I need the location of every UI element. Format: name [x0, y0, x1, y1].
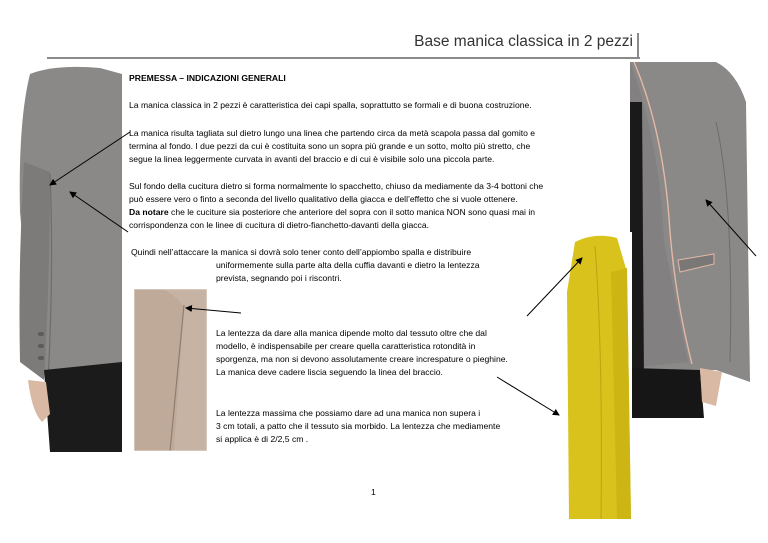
paragraph-cut-line-2: termina al fondo. I due pezzi da cui è costituita sono un sopra più grande e un sotto, molto più stretto, che [129, 141, 531, 151]
paragraph-ease-line-2: modello, è indispensabile per creare quella caratteristica rotondità in [216, 341, 476, 351]
paragraph-ease-line-4: La manica deve cadere liscia seguendo la linea del braccio. [216, 367, 443, 377]
document-title: Base manica classica in 2 pezzi [414, 33, 633, 50]
paragraph-attach-line-2: uniformemente sulla parte alta della cuffia davanti e dietro la lentezza [216, 260, 480, 270]
page-number: 1 [371, 487, 376, 497]
paragraph-cut-line-1: La manica risulta tagliata sul dietro lungo una linea che partendo circa da metà scapola passa dal gomito e [129, 128, 536, 138]
paragraph-max-ease-line-3: si applica è di 2/2,5 cm . [216, 434, 309, 444]
arrow-to-yellow-shoulder [527, 258, 582, 316]
paragraph-vent-line-1: Sul fondo della cucitura dietro si forma normalmente lo spacchetto, chiuso da mediamente da 3-4 bottoni che [129, 181, 544, 191]
paragraph-attach-line-3: prevista, segnando poi i riscontri. [216, 273, 342, 283]
paragraph-max-ease-line-1: La lentezza massima che possiamo dare ad una manica non supera i [216, 408, 481, 418]
note-text: che le cuciture sia posteriore che anteriore del sopra con il sotto manica NON sono quasi mai in [168, 207, 536, 217]
section-heading: PREMESSA – INDICAZIONI GENERALI [129, 73, 286, 83]
arrow-to-vent [70, 192, 128, 232]
arrow-to-back-seam [50, 132, 130, 185]
paragraph-vent-line-4: corrispondenza con le linee di cucitura di dietro-fianchetto-davanti della giacca. [129, 220, 430, 230]
paragraph-attach-line-1: Quindi nell’attaccare la manica si dovrà solo tener conto dell’appiombo spalla e distribuire [131, 247, 472, 257]
note-emphasis: Da notare [129, 207, 169, 217]
paragraph-max-ease-line-2: 3 cm totali, a patto che il tessuto sia morbido. La lentezza che mediamente [216, 421, 501, 431]
paragraph-ease-line-3: sporgenza, ma non si devono assolutamente creare increspature o pieghine. [216, 354, 508, 364]
paragraph-ease-line-1: La lentezza da dare alla manica dipende molto dal tessuto oltre che dal [216, 328, 487, 338]
arrow-to-yellow-sleeve [497, 377, 559, 415]
paragraph-vent-line-2: può essere vero o finto a seconda del livello qualitativo della giacca e dell’effetto che si vuole ottenere. [129, 194, 518, 204]
arrow-to-shoulder [186, 308, 241, 313]
paragraph-intro: La manica classica in 2 pezzi è caratteristica dei capi spalla, soprattutto se formali e di buona costruzione. [129, 100, 532, 110]
paragraph-cut-line-3: segue la linea leggermente curvata in avanti del braccio e di cui è visibile solo una piccola parte. [129, 154, 495, 164]
arrow-to-front-seam [706, 200, 756, 256]
